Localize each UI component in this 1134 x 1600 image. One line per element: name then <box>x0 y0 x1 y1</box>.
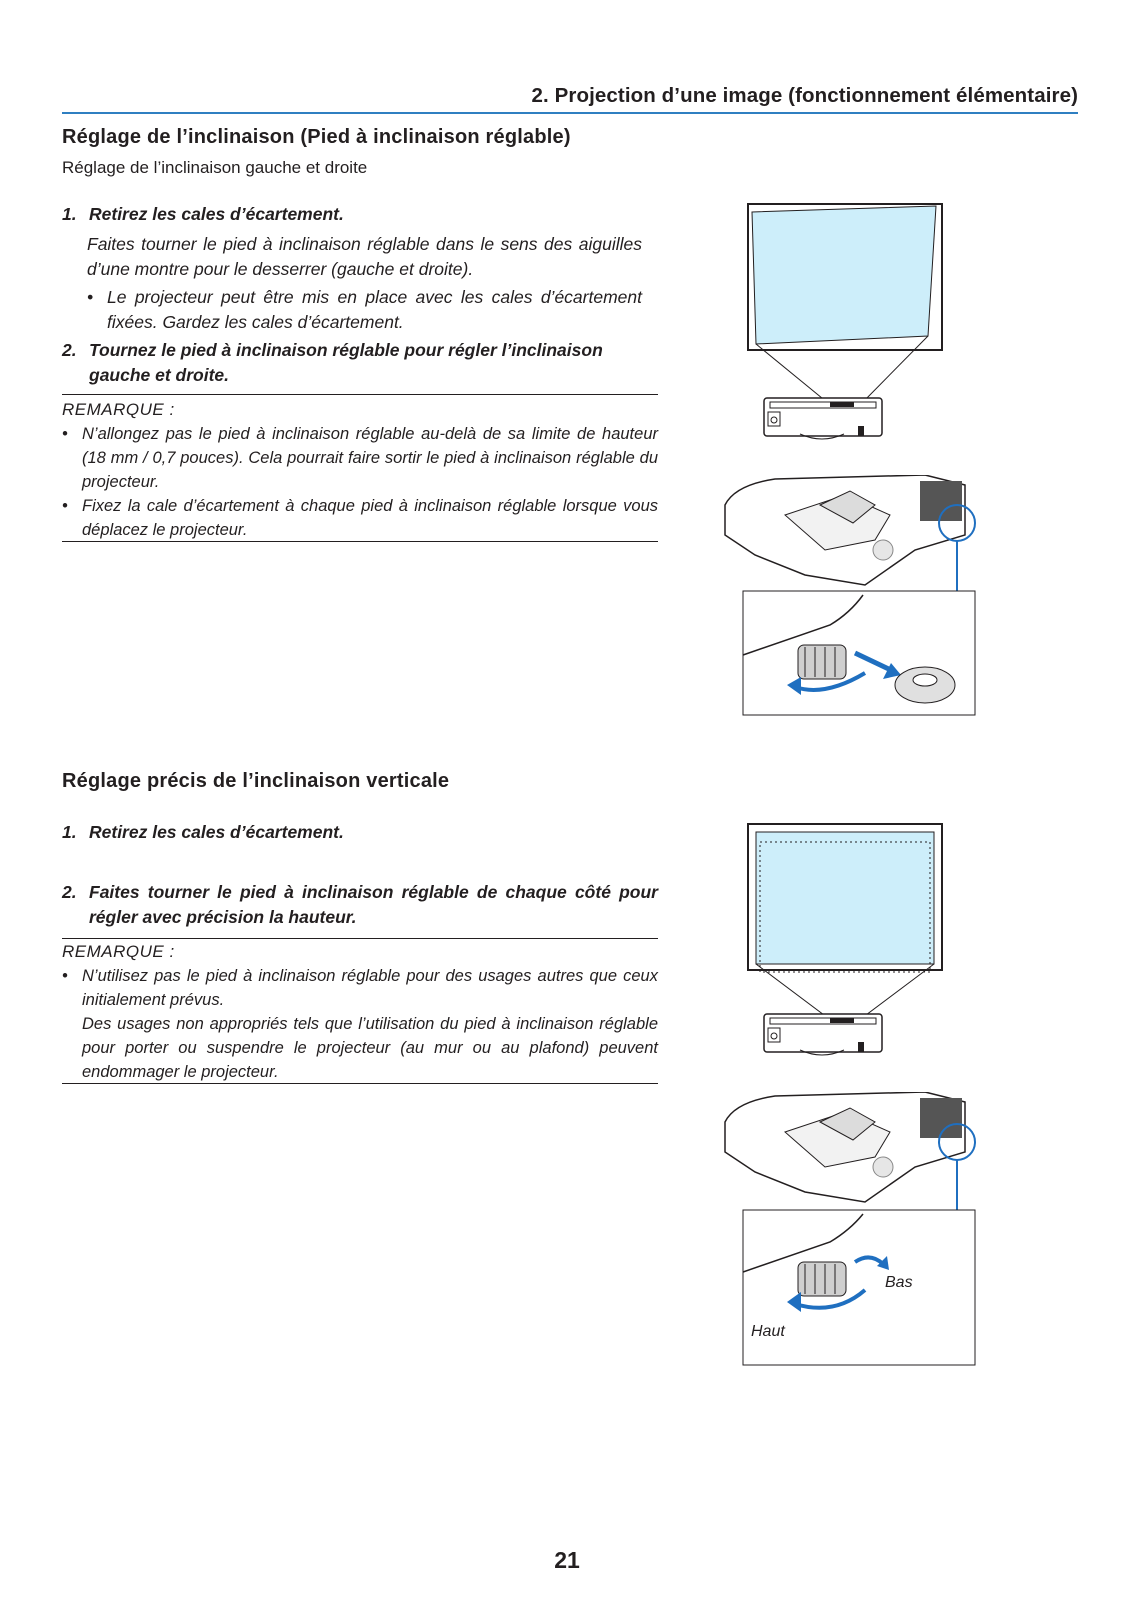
figure-tilt-vertical <box>740 818 990 1078</box>
figure-foot-detail-1 <box>715 475 985 720</box>
bullet-dot: • <box>62 967 68 985</box>
bullet-dot: • <box>62 497 68 515</box>
projector-front <box>764 398 882 439</box>
page-number: 21 <box>554 1547 580 1573</box>
step-number: 1. <box>62 204 77 224</box>
section1-notes <box>62 398 658 542</box>
projector-corner <box>725 1092 965 1202</box>
note-text: Fixez la cale d’écartement à chaque pied à inclinaison réglable lorsque vous déplacez le projecteur. <box>82 497 658 539</box>
note-bottom-rule <box>62 541 658 542</box>
step-title: Tournez le pied à inclinaison réglable pour régler l’inclinaison gauche et droite. <box>89 340 603 385</box>
section1-subtitle: Réglage de l’inclinaison gauche et droite <box>62 158 368 177</box>
zoom-box <box>743 1210 975 1365</box>
note-item <box>62 422 658 494</box>
step-title: Retirez les cales d’écartement. <box>89 822 344 842</box>
note-top-rule <box>62 938 658 939</box>
note-continuation: Des usages non appropriés tels que l’utilisation du pied à inclinaison réglable pour porter ou suspendre le projecteur (au mur ou au plafond) peuvent endommager le projecteur. <box>82 1015 658 1081</box>
section2-step2 <box>62 880 658 930</box>
note-text: N’utilisez pas le pied à inclinaison réglable pour des usages autres que ceux initialement prévus. <box>82 967 658 1009</box>
note-heading: REMARQUE : <box>62 942 175 961</box>
projected-image <box>752 206 936 344</box>
section1-step2 <box>62 338 658 388</box>
projected-image <box>756 832 934 964</box>
note-heading: REMARQUE : <box>62 400 175 419</box>
step-title: Retirez les cales d’écartement. <box>89 204 344 224</box>
label-down: Bas <box>885 1274 913 1291</box>
bullet-text: Le projecteur peut être mis en place avec les cales d’écartement fixées. Gardez les cales d’écartement. <box>107 287 642 332</box>
section1-step1 <box>62 202 658 227</box>
section2-step1 <box>62 820 658 845</box>
step-number: 1. <box>62 822 77 842</box>
beam-line <box>756 964 828 1018</box>
note-top-rule <box>62 394 658 395</box>
bullet-dot: • <box>87 287 94 307</box>
section1-title: Réglage de l’inclinaison (Pied à inclinaison réglable) <box>62 126 571 148</box>
section1-step1-bullet <box>87 285 642 335</box>
projector-corner <box>725 475 965 585</box>
projector-front <box>764 1014 882 1055</box>
note-item <box>62 494 658 542</box>
step-number: 2. <box>62 882 77 902</box>
bullet-dot: • <box>62 425 68 443</box>
page-header-title: 2. Projection d’une image (fonctionnement élémentaire) <box>531 84 1078 107</box>
section2-title: Réglage précis de l’inclinaison verticale <box>62 770 450 792</box>
note-text: N’allongez pas le pied à inclinaison réglable au-delà de sa limite de hauteur (18 mm / 0,7 pouces). Cela pourrait faire sortir le pied à inclinaison réglable du projecteur. <box>82 425 658 491</box>
section2-notes <box>62 940 658 1084</box>
section1-step1-body: Faites tourner le pied à inclinaison réglable dans le sens des aiguilles d’une montre pour le desserrer (gauche et droite). <box>87 234 642 279</box>
note-item <box>62 964 658 1012</box>
figure-tilt-left-right <box>740 198 990 448</box>
beam-line <box>756 344 828 403</box>
header-divider <box>62 112 1078 114</box>
label-up: Haut <box>751 1323 785 1340</box>
step-title: Faites tourner le pied à inclinaison réglable de chaque côté pour régler avec précision la hauteur. <box>89 882 658 927</box>
figure-foot-detail-2 <box>715 1092 985 1372</box>
step-number: 2. <box>62 340 77 360</box>
note-bottom-rule <box>62 1083 658 1084</box>
